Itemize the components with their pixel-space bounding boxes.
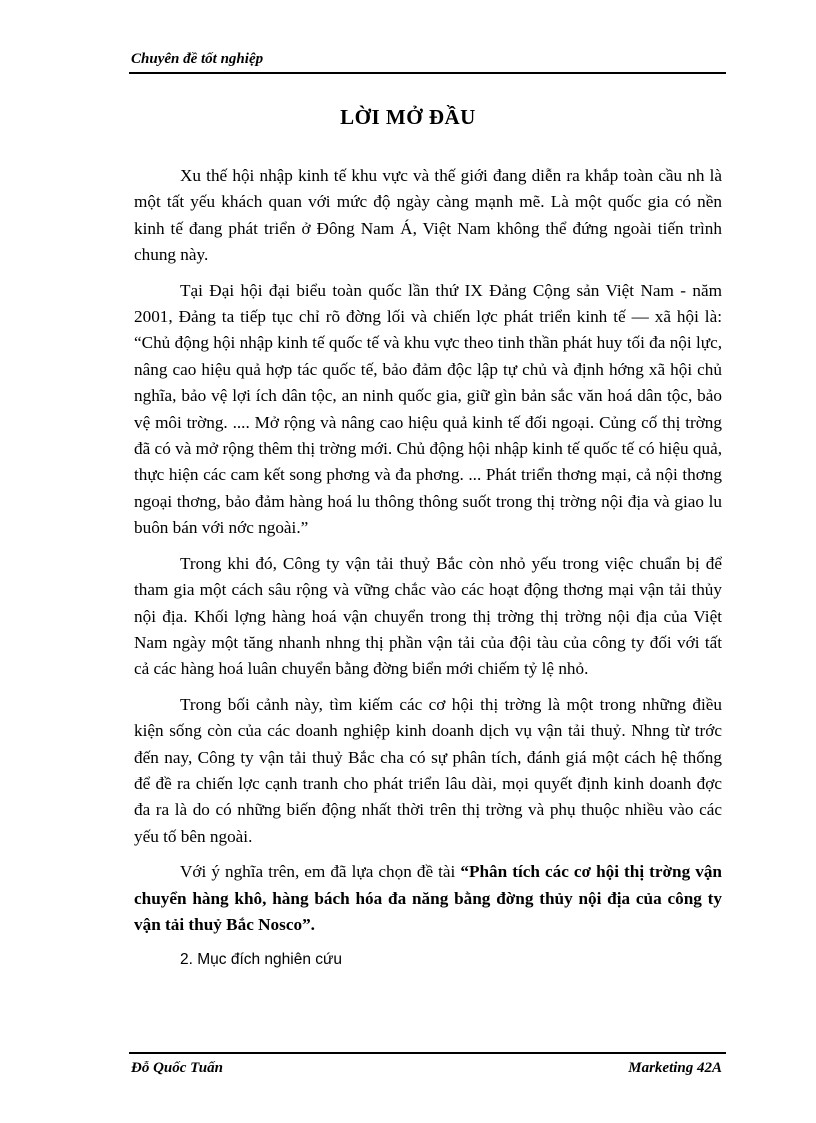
footer-author: Đỗ Quốc Tuấn	[131, 1060, 223, 1076]
page-header	[129, 50, 726, 74]
header-title: Chuyên đề tốt nghiệp	[131, 51, 264, 67]
paragraph-4: Trong bối cảnh này, tìm kiếm các cơ hội thị trờng là một trong những điều kiện sống còn của các doanh nghiệp kinh doanh dịch vụ vận tải thuỷ. Nhng từ trớc đến nay, Công ty vận tải thuỷ Bắc cha có sự phân tích, đánh giá một cách hệ thống để đề ra chiến lợc cạnh tranh cho phát triển lâu dài, mọi quyết định kinh doanh đợc đa ra là do có những biến động nhất thời trên thị trờng và phụ thuộc nhiều vào các yếu tố bên ngoài.	[134, 694, 722, 846]
page-footer	[129, 1052, 726, 1076]
topic-name: “Phân tích các cơ hội thị trờng vận chuyển hàng khô, hàng bách hóa đa năng bằng đờng thủy nội địa của công ty vận tải thuỷ Bắc Nosco”.	[134, 862, 722, 934]
section-heading: 2. Mục đích nghiên cứu	[180, 951, 343, 969]
topic-intro: Với ý nghĩa trên, em đã lựa chọn đề tài	[180, 862, 461, 882]
footer-class: Marketing 42A	[628, 1060, 722, 1076]
paragraph-2: Tại Đại hội đại biểu toàn quốc lần thứ IX Đảng Cộng sản Việt Nam - năm 2001, Đảng ta tiếp tục chỉ rõ đờng lối và chiến lợc phát triển kinh tế — xã hội là: “Chủ động hội nhập kinh tế quốc tế và khu vực theo tinh thần phát huy tối đa nội lực, nâng cao hiệu quả hợp tác quốc tế, bảo đảm độc lập tự chủ và định hớng xã hội chủ nghĩa, bảo vệ lợi ích dân tộc, an ninh quốc gia, giữ gìn bản sắc văn hoá dân tộc, bảo vệ môi trờng. .... Mở rộng và nâng cao hiệu quả kinh tế đối ngoại. Củng cố thị trờng đã có và mở rộng thêm thị trờng mới. Chủ động hội nhập kinh tế quốc tế có hiệu quả, thực hiện các cam kết song phơng và đa phơng. ... Phát triển thơng mại, cả nội thơng ngoại thơng, bảo đảm hàng hoá lu thông thông suốt trong thị trờng nội địa và giao lu buôn bán với nớc ngoài.”	[134, 280, 722, 538]
paragraph-topic	[134, 859, 722, 938]
paragraph-3: Trong khi đó, Công ty vận tải thuỷ Bắc còn nhỏ yếu trong việc chuẩn bị để tham gia một cách sâu rộng và vững chắc vào các hoạt động thơng mại vận tải thủy nội địa. Khối lợng hàng hoá vận chuyển trong thị trờng thị trờng nội địa của Việt Nam ngày một tăng nhanh nhng thị phần vận tải của đội tàu của công ty đối với tất cả các hàng hoá luân chuyển bằng đờng biển mới chiếm tỷ lệ nhỏ.	[134, 553, 722, 679]
paragraph-1: Xu thế hội nhập kinh tế khu vực và thế giới đang diễn ra khắp toàn cầu nh là một tất yếu khách quan với mức độ ngày càng mạnh mẽ. Là một quốc gia có nền kinh tế đang phát triển ở Đông Nam Á, Việt Nam không thể đứng ngoài tiến trình chung này.	[134, 166, 722, 265]
document-body	[134, 163, 722, 983]
document-title: LỜI MỞ ĐẦU	[340, 105, 476, 129]
